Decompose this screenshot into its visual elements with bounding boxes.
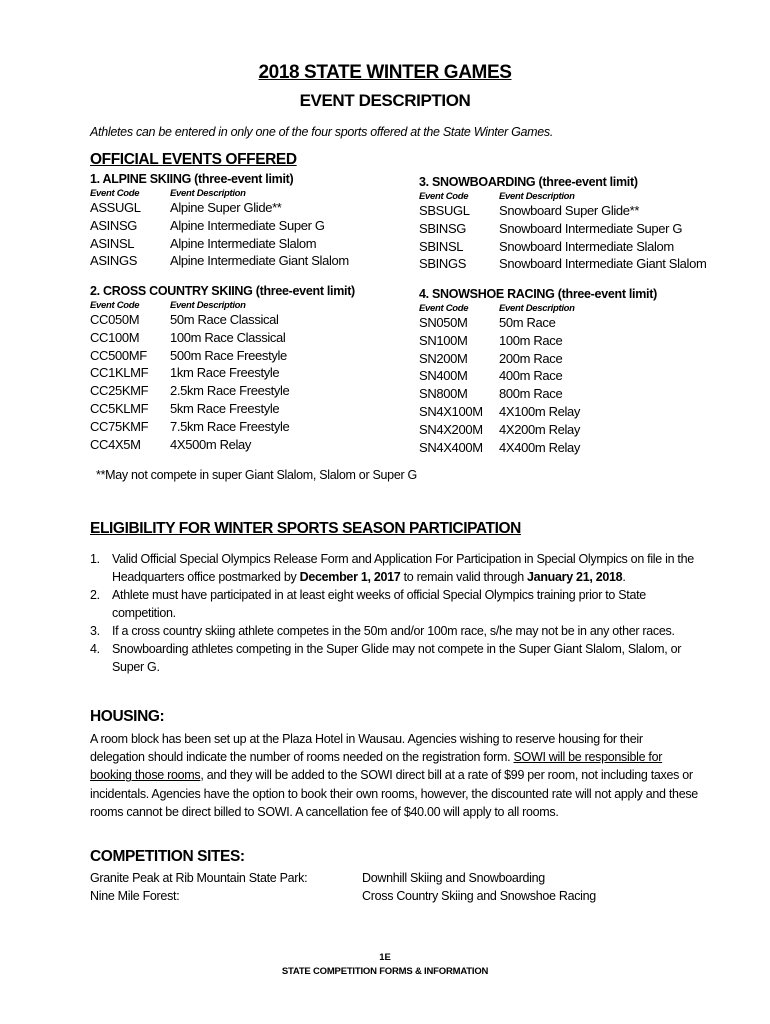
housing-text	[90, 730, 700, 821]
column-headers	[419, 303, 749, 314]
event-row	[90, 199, 420, 217]
event-row	[419, 314, 749, 332]
event-description: 5km Race Freestyle	[170, 400, 280, 416]
page-subtitle: EVENT DESCRIPTION	[299, 91, 471, 110]
site-events: Downhill Skiing and Snowboarding	[362, 871, 545, 885]
event-row	[90, 252, 420, 270]
event-description: Snowboard Intermediate Super G	[499, 220, 683, 236]
event-row	[419, 439, 749, 457]
page-number: 1E	[379, 952, 391, 963]
event-list	[90, 311, 420, 453]
sport-snowshoe-racing	[419, 287, 749, 456]
event-code: SN200M	[419, 350, 468, 366]
item-number: 2.	[90, 588, 100, 602]
footnote: **May not compete in super Giant Slalom, Slalom or Super G	[96, 468, 417, 482]
event-code-header: Event Code	[419, 303, 469, 314]
event-description: 100m Race	[499, 332, 563, 348]
page-title: 2018 STATE WINTER GAMES	[258, 62, 512, 83]
event-description: Alpine Intermediate Giant Slalom	[170, 253, 349, 269]
event-description: Snowboard Super Glide**	[499, 203, 640, 218]
event-description: 4X100m Relay	[499, 403, 581, 419]
event-code: SBINSG	[419, 220, 467, 236]
event-row	[90, 217, 420, 235]
event-code: SN400M	[419, 368, 468, 384]
event-row	[419, 202, 749, 220]
event-code: SN4X400M	[419, 439, 483, 455]
event-description-header: Event Description	[499, 303, 575, 314]
event-list	[419, 314, 749, 456]
event-row	[419, 220, 749, 238]
sport-alpine-skiing	[90, 172, 420, 270]
event-code: CC050M	[90, 312, 140, 327]
event-code: CC100M	[90, 329, 140, 345]
eligibility-item	[90, 622, 710, 640]
sport-heading: 1. ALPINE SKIING (three-event limit)	[90, 172, 294, 186]
valid-through-date: January 21, 2018	[527, 570, 623, 584]
event-row	[419, 238, 749, 256]
sport-cross-country-skiing	[90, 284, 420, 453]
housing-text-part: A room block has been set up at the Plaza Hotel in Wausau. Agencies wishing to reserve housing for their delegation should indicate the number of rooms needed on the registration form.	[90, 732, 643, 765]
event-description: Alpine Intermediate Super G	[170, 217, 325, 233]
event-description: 100m Race Classical	[170, 329, 286, 345]
event-description-header: Event Description	[499, 191, 575, 202]
intro-text: Athletes can be entered in only one of the four sports offered at the State Winter Games.	[90, 125, 554, 139]
event-description: Alpine Intermediate Slalom	[170, 235, 317, 251]
item-text: Snowboarding athletes competing in the Super Glide may not compete in the Super Giant Slalom, Slalom, or Super G.	[112, 642, 682, 674]
event-code-header: Event Code	[90, 188, 140, 199]
postmark-date: December 1, 2017	[299, 570, 401, 584]
event-row	[419, 403, 749, 421]
column-headers	[90, 188, 420, 199]
site-location: Nine Mile Forest:	[90, 889, 180, 903]
item-number: 4.	[90, 642, 100, 656]
event-row	[419, 350, 749, 368]
sport-heading: 2. CROSS COUNTRY SKIING (three-event limit)	[90, 284, 355, 298]
column-headers	[90, 300, 420, 311]
event-code: SN100M	[419, 332, 468, 348]
housing-heading: HOUSING:	[90, 708, 165, 725]
item-text: Valid Official Special Olympics Release Form and Application For Participation in Special Olympics on file in the Headquarters office postmarked by	[112, 552, 694, 584]
event-row	[90, 235, 420, 253]
item-number: 1.	[90, 552, 100, 566]
event-description: 4X400m Relay	[499, 439, 581, 455]
event-description: 1km Race Freestyle	[170, 365, 280, 381]
event-row	[90, 364, 420, 382]
eligibility-item	[90, 586, 710, 622]
official-events-heading: OFFICIAL EVENTS OFFERED	[90, 151, 297, 168]
sport-heading: 4. SNOWSHOE RACING (three-event limit)	[419, 287, 657, 301]
event-description: Snowboard Intermediate Slalom	[499, 238, 674, 254]
event-description: 7.5km Race Freestyle	[170, 418, 290, 434]
event-row	[90, 347, 420, 365]
eligibility-list	[90, 550, 710, 676]
event-code: ASINGS	[90, 253, 138, 269]
event-description: 500m Race Freestyle	[170, 347, 287, 363]
event-row	[90, 436, 420, 454]
event-description: 400m Race	[499, 368, 563, 384]
event-row	[90, 382, 420, 400]
event-code: ASSUGL	[90, 200, 141, 215]
item-text: Athlete must have participated in at least eight weeks of official Special Olympics training prior to State competition.	[112, 588, 646, 620]
event-code: CC75KMF	[90, 418, 149, 434]
event-row	[419, 367, 749, 385]
event-code-header: Event Code	[90, 300, 140, 311]
page-footer: STATE COMPETITION FORMS & INFORMATION	[281, 966, 489, 977]
event-description: 50m Race Classical	[170, 312, 279, 327]
event-description: 50m Race	[499, 315, 556, 330]
event-code: ASINSG	[90, 217, 138, 233]
event-row	[419, 385, 749, 403]
site-row	[90, 869, 690, 887]
event-description: Alpine Super Glide**	[170, 200, 282, 215]
event-list	[419, 202, 749, 273]
event-description: 4X200m Relay	[499, 421, 581, 437]
event-code: SBINGS	[419, 256, 467, 272]
column-headers	[419, 191, 749, 202]
event-description-header: Event Description	[170, 300, 246, 311]
item-text: to remain valid through	[400, 570, 528, 584]
site-events: Cross Country Skiing and Snowshoe Racing	[362, 889, 596, 903]
eligibility-item	[90, 640, 710, 676]
event-code: SN050M	[419, 315, 468, 330]
event-code: SBINSL	[419, 238, 464, 254]
eligibility-item	[90, 550, 710, 586]
event-row	[90, 418, 420, 436]
sport-snowboarding	[419, 175, 749, 273]
item-number: 3.	[90, 624, 100, 638]
item-text: .	[622, 570, 626, 584]
event-description: 800m Race	[499, 386, 563, 402]
eligibility-heading: ELIGIBILITY FOR WINTER SPORTS SEASON PARTICIPATION	[90, 520, 521, 537]
item-text: If a cross country skiing athlete competes in the 50m and/or 100m race, s/he may not be in any other races.	[112, 624, 675, 638]
event-code: CC4X5M	[90, 436, 141, 452]
event-code: SN800M	[419, 386, 468, 402]
event-code: ASINSL	[90, 235, 135, 251]
housing-underlined: SOWI will be responsible for booking those rooms	[90, 750, 663, 783]
event-row	[419, 332, 749, 350]
event-code-header: Event Code	[419, 191, 469, 202]
event-row	[419, 421, 749, 439]
event-description: 4X500m Relay	[170, 436, 252, 452]
event-code: CC500MF	[90, 347, 147, 363]
event-code: CC25KMF	[90, 383, 149, 399]
event-code: SBSUGL	[419, 203, 470, 218]
event-description: 200m Race	[499, 350, 563, 366]
event-code: SN4X100M	[419, 403, 483, 419]
competition-sites-heading: COMPETITION SITES:	[90, 848, 245, 865]
housing-text-part: , and they will be added to the SOWI direct bill at a rate of $99 per room, not including taxes or incidentals. Agencies have the option to book their own rooms, however, the discounted rate will not apply and these rooms cannot be direct billed to SOWI. A cancellation fee of $40.00 will apply to all rooms.	[90, 768, 698, 819]
event-row	[90, 311, 420, 329]
event-row	[419, 255, 749, 273]
event-description-header: Event Description	[170, 188, 246, 199]
site-location: Granite Peak at Rib Mountain State Park:	[90, 871, 308, 885]
event-description: 2.5km Race Freestyle	[170, 383, 290, 399]
event-description: Snowboard Intermediate Giant Slalom	[499, 256, 707, 272]
event-row	[90, 400, 420, 418]
competition-sites-list	[90, 869, 690, 905]
event-row	[90, 329, 420, 347]
event-list	[90, 199, 420, 270]
event-code: CC5KLMF	[90, 400, 149, 416]
event-code: CC1KLMF	[90, 365, 149, 381]
event-code: SN4X200M	[419, 421, 483, 437]
site-row	[90, 887, 690, 905]
sport-heading: 3. SNOWBOARDING (three-event limit)	[419, 175, 638, 189]
